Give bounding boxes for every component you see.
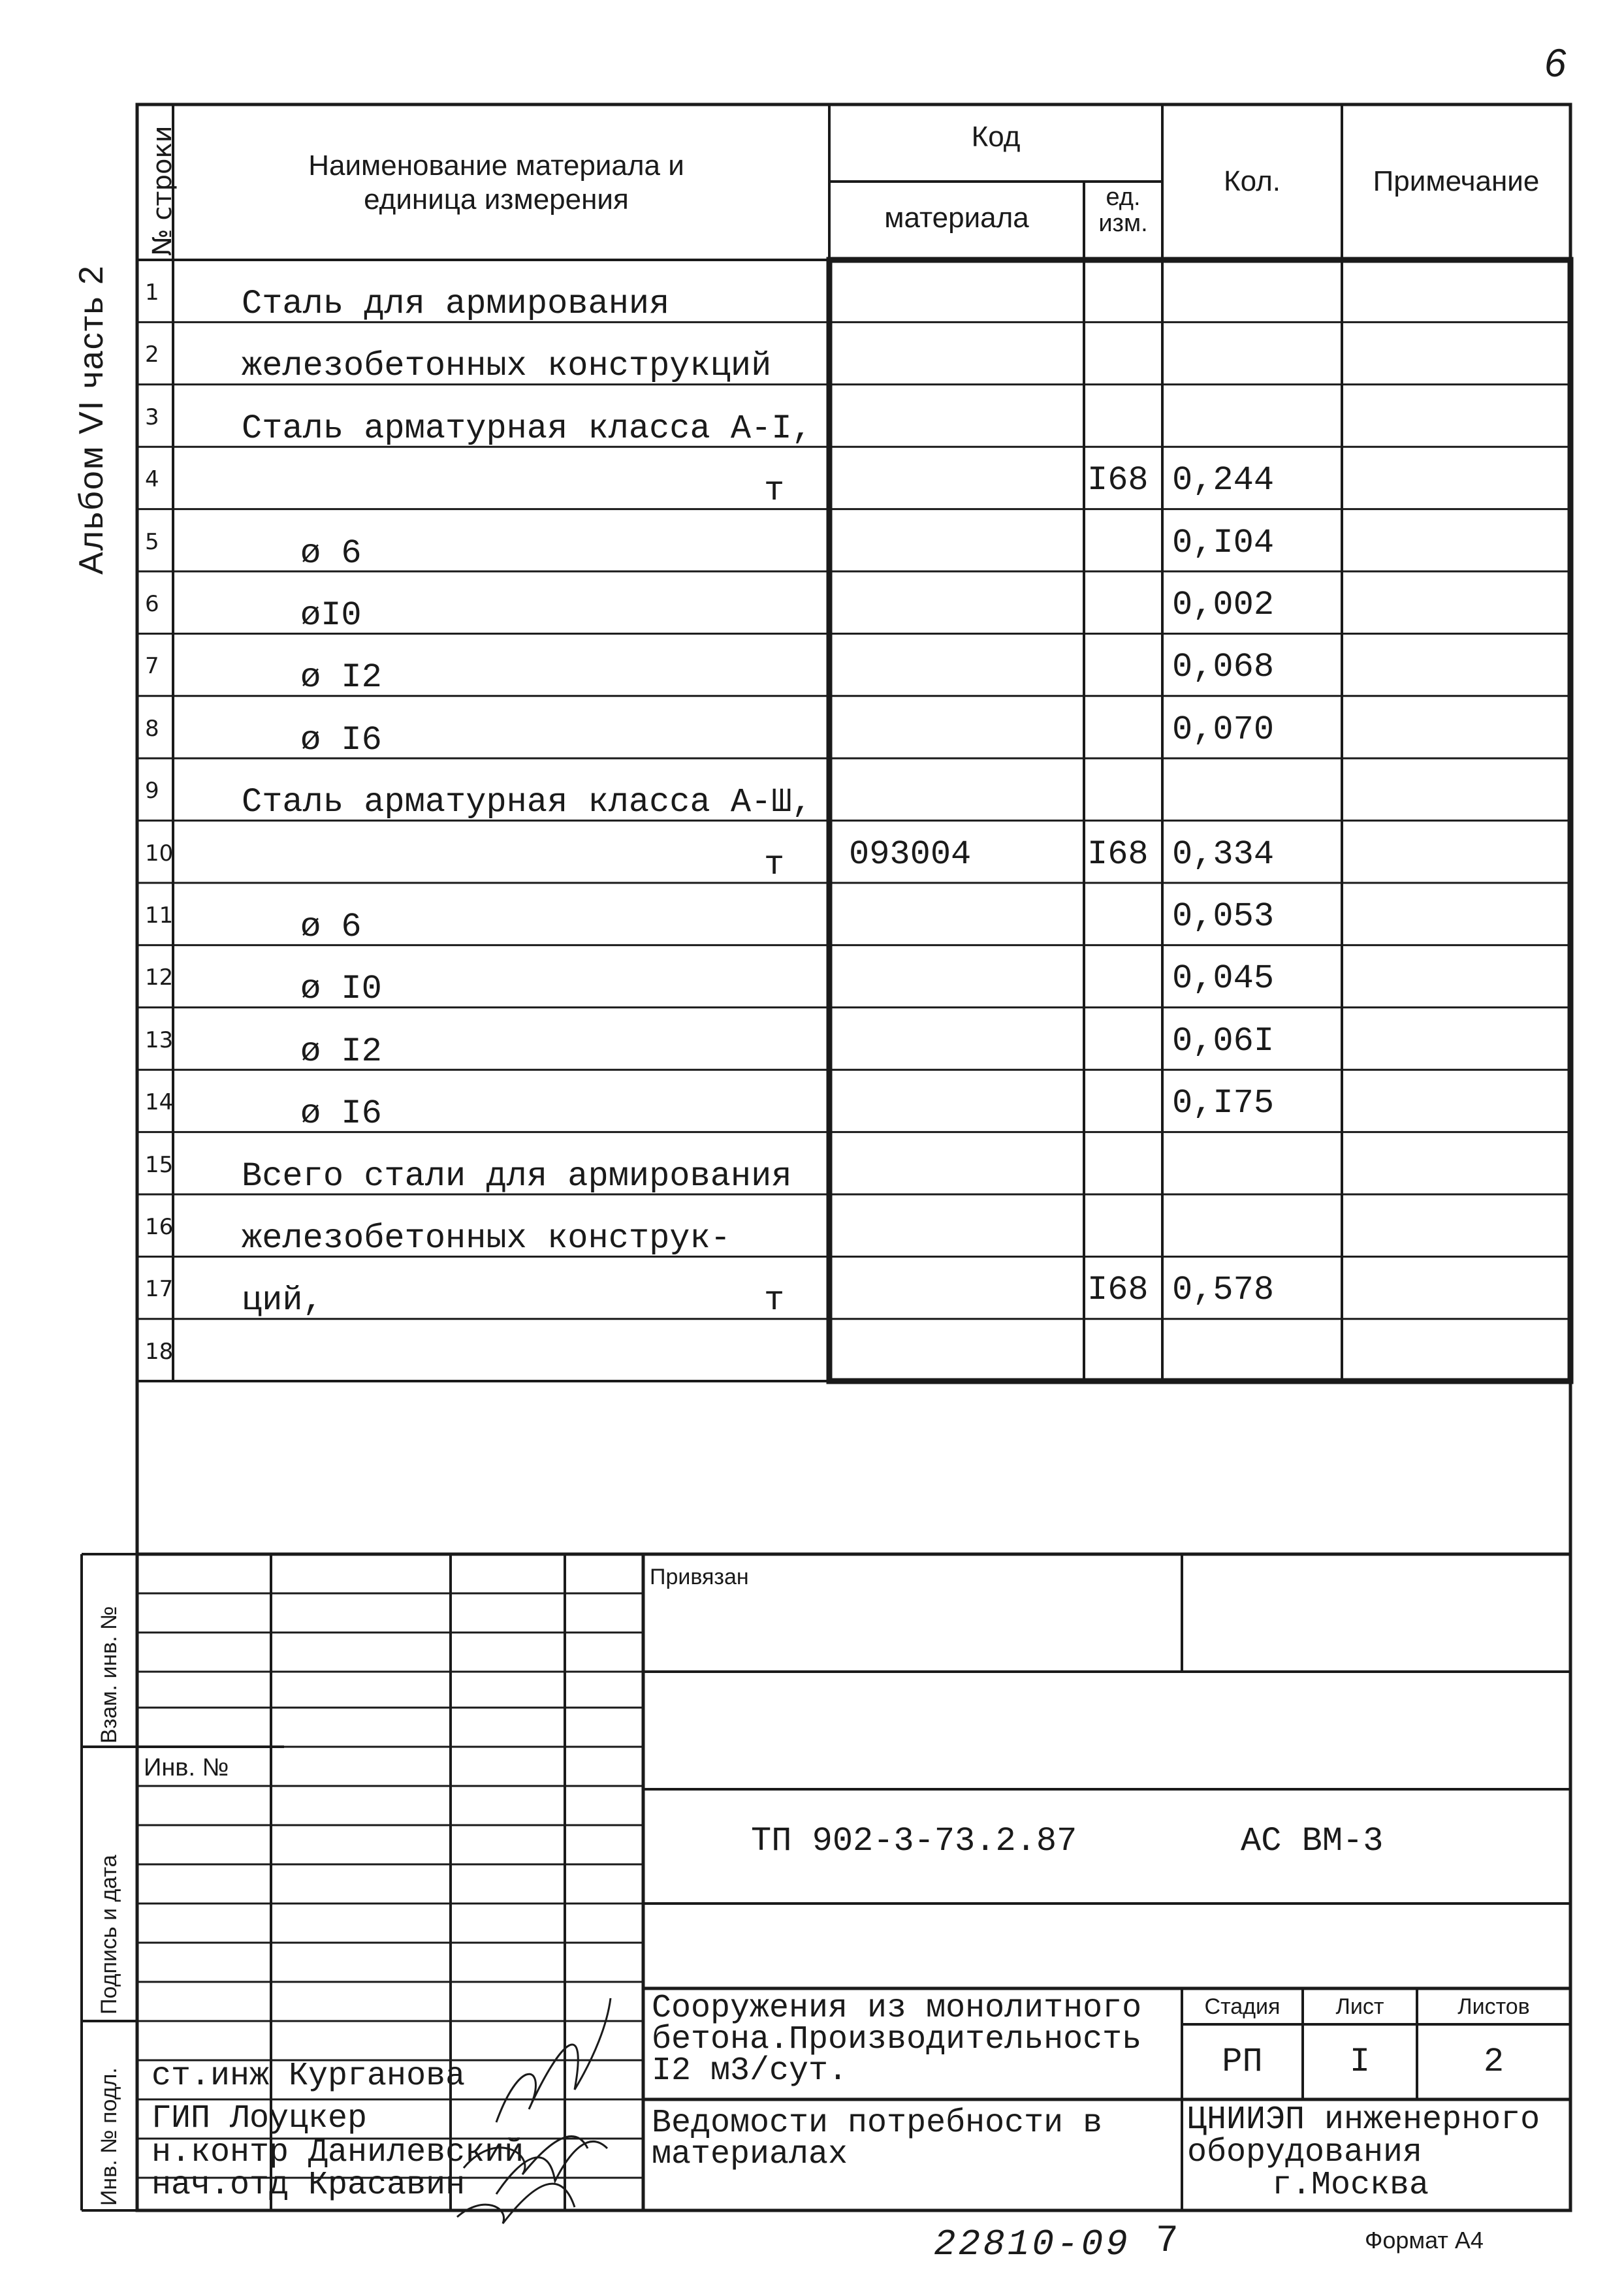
row-name: железобетонных конструк-	[242, 1219, 731, 1258]
stage-label: Стадия	[1204, 1994, 1281, 2019]
signatory-role: нач.отд	[151, 2167, 289, 2204]
inv-no-label: Инв. №	[144, 1754, 229, 1781]
row-name: Сталь арматурная класса А-I,	[242, 409, 812, 448]
page-number: 6	[1544, 41, 1567, 85]
row-no: 11	[145, 902, 174, 929]
row-name: т	[764, 471, 785, 511]
doc-code: ТП 902-3-73.2.87	[751, 1822, 1077, 1860]
row-name: øI0	[300, 596, 362, 635]
row-name: ø I2	[300, 658, 382, 697]
row-no: 3	[145, 404, 159, 430]
sheet-value: I	[1349, 2043, 1371, 2081]
signatory-row	[151, 2060, 465, 2093]
header-unit: ед. изм.	[1098, 183, 1148, 237]
header-name: Наименование материала и единица измерения	[308, 150, 684, 215]
row-no: 8	[145, 715, 159, 742]
org-line3: г.Москва	[1272, 2167, 1429, 2204]
signatory-row	[151, 2169, 465, 2202]
row-name: ø I6	[300, 1094, 382, 1134]
signatory-name: Лоуцкер	[210, 2100, 368, 2137]
row-name: Сталь для армирования	[242, 285, 670, 323]
row-name: ø 6	[300, 534, 362, 573]
header-qty: Кол.	[1223, 165, 1281, 197]
row-qty: 0,070	[1172, 710, 1275, 749]
signatory-name: Курганова	[269, 2058, 466, 2095]
signatory-role: ст.инж	[151, 2058, 270, 2095]
row-qty: 0,002	[1172, 586, 1275, 624]
archive-number: 22810-09	[934, 2223, 1130, 2265]
side-album-label: Альбом VI часть 2	[72, 264, 110, 575]
row-qty: 0,244	[1172, 461, 1275, 500]
side-vzam-inv: Взам. инв. №	[97, 1606, 121, 1744]
row-unit: I68	[1087, 1271, 1149, 1310]
signatory-role: н.контр	[151, 2134, 289, 2171]
signatory-name: Красавин	[289, 2167, 466, 2204]
row-name: ø I2	[300, 1032, 382, 1071]
object-title-line1: Сооружения из монолитного	[652, 1990, 1142, 2027]
row-name: т	[764, 845, 785, 884]
row-qty: 0,045	[1172, 959, 1275, 998]
row-no: 12	[145, 964, 174, 991]
row-name: ций,	[242, 1281, 323, 1320]
row-qty: 0,578	[1172, 1271, 1275, 1310]
row-no: 9	[145, 778, 159, 804]
row-no: 18	[145, 1338, 174, 1365]
row-qty: 0,06I	[1172, 1021, 1275, 1060]
privyazan-label: Привязан	[650, 1565, 749, 1589]
row-no: 13	[145, 1027, 174, 1053]
row-no: 16	[145, 1214, 174, 1240]
sheet-title-line1: Ведомости потребности в	[652, 2105, 1103, 2142]
side-podpis: Подпись и дата	[97, 1855, 121, 2015]
object-title	[652, 1990, 1142, 2090]
format-label: Формат А4	[1365, 2227, 1484, 2254]
row-no: 14	[145, 1089, 174, 1116]
row-no: 15	[145, 1151, 174, 1178]
row-name-unit: т	[764, 1281, 785, 1320]
row-qty: 0,053	[1172, 897, 1275, 936]
object-title-line2: бетона.Производительность	[652, 2021, 1142, 2058]
header-material: материала	[884, 202, 1029, 234]
row-no: 1	[145, 279, 159, 306]
header-note: Примечание	[1373, 165, 1540, 197]
archive-sheet: 7	[1156, 2220, 1179, 2263]
row-no: 7	[145, 653, 159, 680]
row-unit: I68	[1087, 461, 1149, 500]
sheet-title-line2: материалах	[652, 2136, 848, 2173]
header-code: Код	[971, 121, 1021, 153]
row-unit: I68	[1087, 835, 1149, 874]
org-line2: оборудования	[1187, 2134, 1423, 2171]
row-no: 4	[145, 466, 159, 493]
side-inv-podl: Инв. № подл.	[97, 2067, 121, 2206]
object-title-line3: I2 м3/сут.	[652, 2052, 848, 2090]
sheet-title	[652, 2105, 1103, 2173]
row-qty: 0,334	[1172, 835, 1275, 874]
signatory-role: ГИП	[151, 2100, 211, 2137]
stage-value: РП	[1222, 2043, 1263, 2081]
header-row-no: № строки	[148, 125, 178, 256]
row-name: Всего стали для армирования	[242, 1156, 792, 1196]
row-qty: 0,068	[1172, 648, 1275, 687]
signatory-row	[151, 2134, 524, 2171]
row-no: 5	[145, 528, 159, 555]
sheets-value: 2	[1483, 2043, 1505, 2081]
row-no: 17	[145, 1276, 174, 1303]
row-name: ø 6	[300, 908, 362, 946]
signatory-name: Данилевский	[289, 2134, 524, 2171]
row-no: 10	[145, 840, 174, 867]
row-name: Сталь арматурная класса А-Ш,	[242, 783, 812, 822]
row-no: 6	[145, 591, 159, 617]
row-qty: 0,I75	[1172, 1084, 1275, 1123]
row-name: ø I6	[300, 720, 382, 759]
row-name: железобетонных конструкций	[242, 347, 772, 386]
row-code: 093004	[849, 835, 972, 874]
org-line1: ЦНИИЭП инженерного	[1187, 2101, 1540, 2139]
row-qty: 0,I04	[1172, 523, 1275, 562]
row-name: ø I0	[300, 970, 382, 1009]
row-no: 2	[145, 342, 159, 368]
sheets-label: Листов	[1457, 1994, 1530, 2019]
doc-mark: АС ВМ-3	[1241, 1822, 1384, 1860]
organization	[1187, 2101, 1572, 2204]
sheet-label: Лист	[1335, 1994, 1384, 2019]
signatory-row	[151, 2100, 368, 2137]
